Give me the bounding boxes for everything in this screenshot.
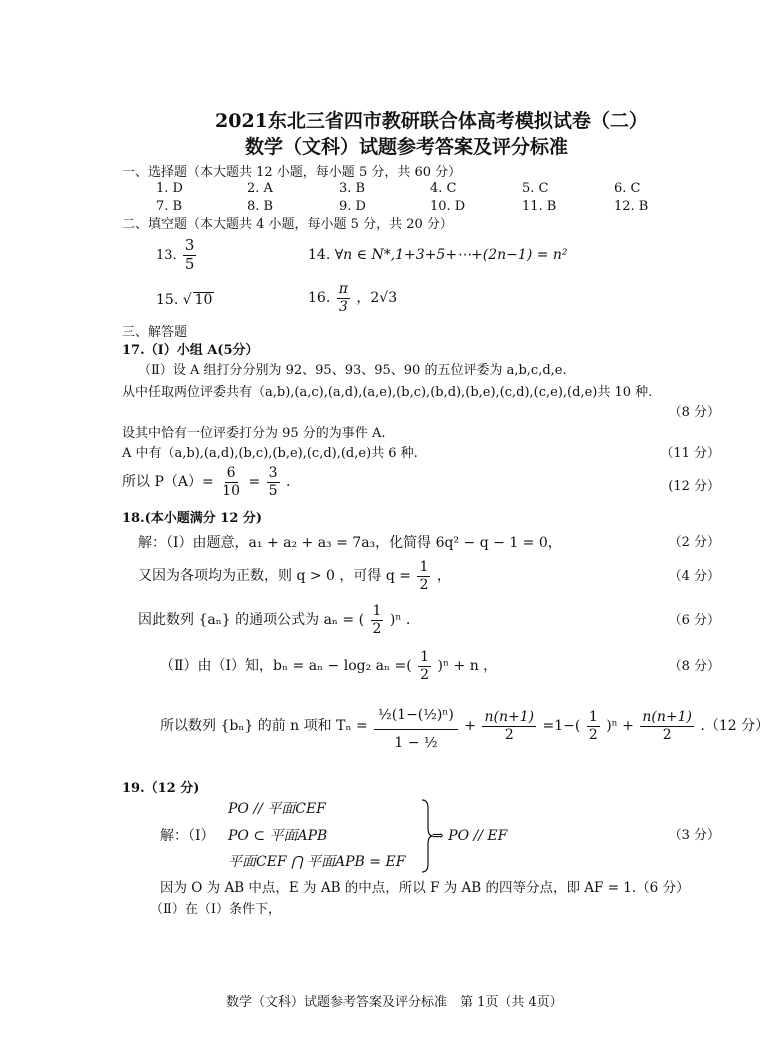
answer-item: 2. A — [247, 181, 273, 196]
q17-period: . — [286, 474, 291, 491]
section-heading-fill: 二、填空题（本大题共 4 小题，每小题 5 分，共 20 分） — [122, 217, 453, 232]
q19-system-line-3: 平面CEF ⋂ 平面APB = EF — [228, 854, 406, 870]
q16-numerator: π — [338, 281, 348, 297]
q19-system-line-2: PO ⊂ 平面APB — [228, 828, 328, 844]
q18-l5-numerator: ½(1−(½)ⁿ) — [374, 702, 458, 730]
q13-numerator: 3 — [184, 236, 195, 254]
answer-item: 6. C — [614, 181, 641, 196]
q19-line: 因为 O 为 AB 中点，E 为 AB 的中点，所以 F 为 AB 的四等分点，即 AF = 1.（6 分） — [160, 880, 690, 896]
q18-l5-h-denominator: 2 — [662, 726, 672, 743]
q17-f1-numerator: 6 — [226, 465, 236, 481]
answer-item: 1. D — [156, 181, 183, 196]
q18-l2-numerator: 1 — [419, 559, 429, 575]
q17-fraction-1 — [220, 466, 242, 498]
q18-l3-text: 因此数列 {aₙ} 的通项公式为 aₙ = ( — [138, 612, 365, 629]
answer-item: 10. D — [430, 199, 466, 214]
q18-l5-plus: + — [464, 718, 477, 735]
q18-l5-g-numerator: 1 — [588, 709, 598, 725]
q18-l3-end: )ⁿ . — [389, 612, 411, 629]
q17-points: （11 分） — [660, 446, 720, 461]
q18-sum-line — [160, 702, 769, 750]
q17-f2-numerator: 3 — [268, 465, 278, 481]
answer-item: 12. B — [614, 199, 649, 214]
q18-l5-fn-denominator: 2 — [504, 726, 514, 743]
q18-line: 解：（Ⅰ）由题意，a₁ + a₂ + a₃ = 7a₃，化简得 6q² − q − 1 = 0， — [138, 535, 562, 551]
q18-l5-fraction-half — [587, 710, 600, 742]
q18-l5-denominator: 1 − ½ — [394, 734, 438, 751]
q18-points: （8 分） — [668, 659, 720, 674]
q15-label: 15. — [156, 292, 179, 308]
q18-l5-fn-numerator: n(n+1) — [484, 709, 535, 725]
q18-l5-end: .（12 分） — [700, 718, 769, 735]
q13-denominator: 5 — [184, 254, 195, 273]
q17-fraction-2 — [267, 466, 280, 498]
q18-line — [138, 604, 410, 636]
q18-l2-fraction — [417, 560, 430, 592]
q18-l3-denominator: 2 — [372, 620, 382, 637]
answer-item: 7. B — [156, 199, 183, 214]
q18-l5-mid2: )ⁿ + — [606, 718, 634, 735]
q18-l4-numerator: 1 — [420, 649, 430, 665]
q17-line: （Ⅱ）设 A 组打分分别为 92、95、93、95、90 的五位评委为 a,b,c,d,e. — [138, 363, 567, 378]
q18-line — [138, 560, 451, 592]
q18-l5-h-numerator: n(n+1) — [642, 709, 692, 725]
q16-denominator: 3 — [338, 298, 348, 315]
answer-item: 9. D — [339, 199, 366, 214]
q18-l4-end: )ⁿ + n ， — [437, 658, 498, 675]
q18-points: （6 分） — [668, 613, 720, 628]
q18-l5-fraction-n — [482, 710, 536, 742]
q17-title: 17.（Ⅰ）小组 A(5分） — [122, 343, 259, 358]
q15-answer: 15. √ 10 — [156, 292, 213, 308]
q18-title: 18.(本小题满分 12 分) — [122, 511, 263, 526]
q18-l2-denominator: 2 — [419, 576, 429, 593]
q13-fraction — [183, 238, 197, 273]
q18-l5-mid: =1−( — [542, 718, 581, 735]
q15-radicand: 10 — [194, 292, 213, 308]
q18-l5-text: 所以数列 {bₙ} 的前 n 项和 Tₙ = — [160, 718, 368, 735]
q13-label: 13. — [156, 247, 177, 263]
q18-l4-fraction — [418, 650, 431, 682]
page-subtitle: 数学（文科）试题参考答案及评分标准 — [245, 136, 569, 158]
q17-line: 设其中恰有一位评委打分为 95 分的为事件 A. — [122, 426, 386, 441]
q17-line: A 中有（a,b),(a,d),(b,c),(b,e),(c,d),(d,e)共 6 种. — [122, 446, 418, 461]
q18-l5-g-denominator: 2 — [588, 726, 598, 743]
q18-points: （2 分） — [668, 535, 720, 550]
q16-answer — [308, 282, 397, 314]
q18-l4-text: （Ⅱ）由（Ⅰ）知，bₙ = aₙ − log₂ aₙ =( — [160, 658, 412, 675]
q19-conclusion: ⇒ PO // EF — [432, 828, 508, 844]
q18-l3-fraction — [371, 604, 384, 636]
q18-l2-text: 又因为各项均为正数，则 q > 0 ，可得 q = — [138, 568, 411, 585]
q18-points: （4 分） — [668, 569, 720, 584]
q14-label: 14. — [308, 247, 331, 263]
answer-item: 5. C — [522, 181, 549, 196]
q14-answer — [308, 248, 568, 262]
q16-fraction — [337, 282, 350, 314]
q18-l5-fraction-n2 — [640, 710, 694, 742]
q18-l3-numerator: 1 — [372, 603, 382, 619]
q14-expression: ∀n ∈ N*,1+3+5+⋯+(2n−1) = n² — [334, 247, 568, 263]
q18-line — [160, 650, 497, 682]
q18-l5-bigfraction — [374, 702, 458, 750]
answer-item: 8. B — [247, 199, 274, 214]
page-title: 2021东北三省四市教研联合体高考模拟试卷（二） — [215, 110, 648, 132]
section-heading-choice: 一、选择题（本大题共 12 小题，每小题 5 分，共 60 分） — [122, 165, 462, 180]
q17-points: (12 分） — [668, 479, 720, 494]
answer-item: 3. B — [339, 181, 366, 196]
q17-line: 从中任取两位评委共有（a,b),(a,c),(a,d),(a,e),(b,c),(b,d),(b,e),(c,d),(c,e),(d,e)共 10 种. — [122, 385, 653, 400]
q17-equals: = — [248, 474, 261, 491]
q17-probability — [122, 466, 290, 498]
q19-prefix: 解：（Ⅰ） — [160, 828, 215, 844]
q17-f2-denominator: 5 — [268, 482, 278, 499]
q17-prob-label: 所以 P（A）= — [122, 474, 214, 491]
q17-f1-denominator: 10 — [222, 482, 240, 499]
q13-answer — [156, 238, 198, 273]
q16-label: 16. — [308, 290, 331, 307]
q19-system-line-1: PO // 平面CEF — [228, 801, 326, 817]
section-heading-solve: 三、解答题 — [122, 325, 188, 340]
q16-rest: ，2√3 — [356, 290, 398, 307]
answer-item: 11. B — [522, 199, 557, 214]
q18-l4-denominator: 2 — [420, 666, 430, 683]
answer-item: 4. C — [430, 181, 457, 196]
q19-line: （Ⅱ）在（Ⅰ）条件下， — [150, 902, 281, 917]
q17-points: （8 分） — [668, 405, 720, 420]
q18-l2-end: ， — [436, 568, 451, 585]
q19-points: （3 分） — [668, 828, 720, 843]
q19-title: 19.（12 分) — [122, 781, 200, 796]
page-footer: 数学（文科）试题参考答案及评分标准 第 1页（共 4页） — [226, 995, 563, 1010]
